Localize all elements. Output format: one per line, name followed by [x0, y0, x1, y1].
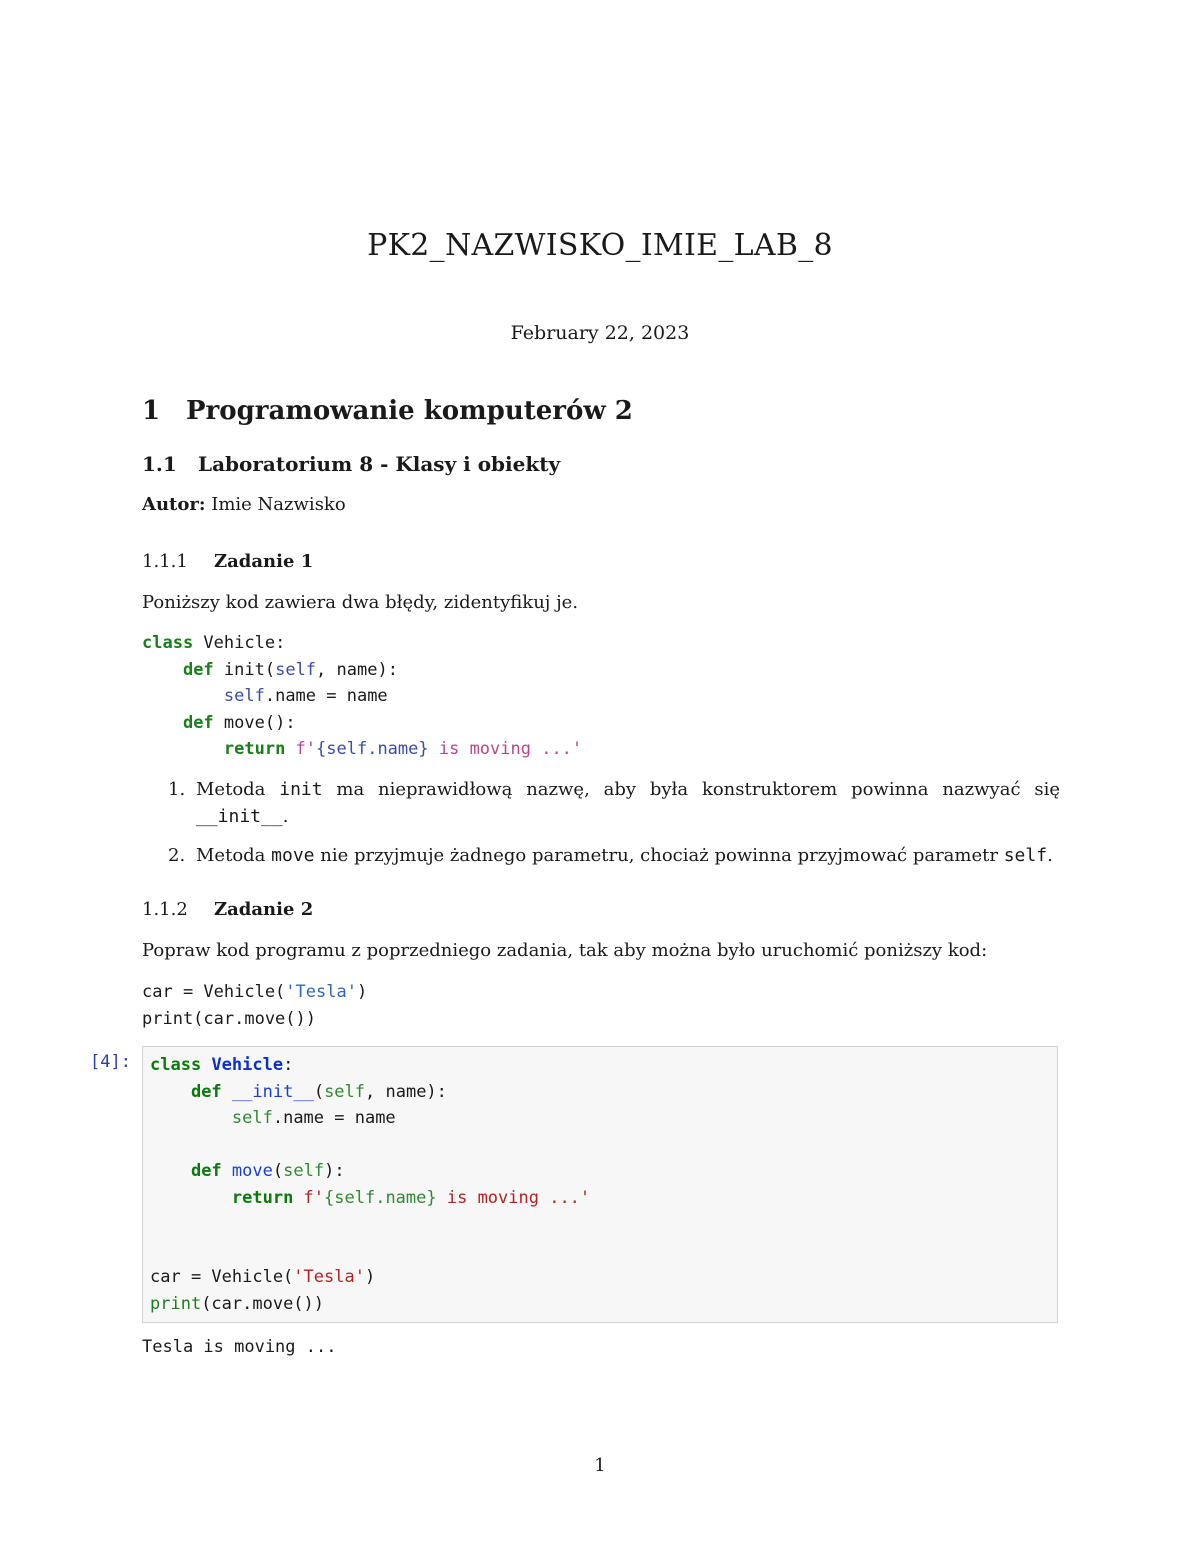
- author-name: Imie Nazwisko: [211, 494, 346, 515]
- subsection-number: 1.1: [142, 452, 177, 476]
- cell-prompt: [4]:: [90, 1052, 131, 1072]
- task1-number: 1.1.1: [142, 551, 188, 572]
- code-cell[interactable]: [142, 1046, 1058, 1323]
- task2-number: 1.1.2: [142, 899, 188, 920]
- section-title: Programowanie komputerów 2: [186, 396, 633, 426]
- cell-output: Tesla is moving ...: [142, 1337, 337, 1357]
- author-label: Autor:: [142, 494, 206, 515]
- document-date: February 22, 2023: [510, 322, 690, 344]
- task1-intro: Poniższy kod zawiera dwa błędy, zidentyfikuj je.: [142, 592, 579, 613]
- section-number: 1: [142, 396, 161, 426]
- author-line: [142, 494, 1060, 515]
- task2-title: Zadanie 2: [214, 899, 314, 920]
- task1-answer-list: [142, 776, 1060, 869]
- task1-title: Zadanie 1: [214, 551, 314, 572]
- task2-intro: Popraw kod programu z poprzedniego zadania, tak aby można było uruchomić poniższy kod:: [142, 940, 988, 961]
- subsection-title: Laboratorium 8 - Klasy i obiekty: [198, 452, 561, 476]
- task1-code-block: class Vehicle: def init(self, name): self.name = name def move(): return f'{self.name} is moving ...': [142, 633, 583, 759]
- list-item: 2. Metoda move nie przyjmuje żadnego parametru, chociaż powinna przyjmować parametr self.: [168, 845, 1053, 866]
- page-number: 1: [594, 1455, 606, 1476]
- list-item: 1. Metoda init ma nieprawidłową nazwę, aby była konstruktorem powinna nazwyać się __init__.: [168, 779, 1060, 827]
- section-heading-1: [142, 396, 633, 426]
- code-cell-source: class Vehicle: def __init__(self, name): self.name = name def move(self): return f'{self.name} is moving ...' car = Vehicle('Tesla') print(car.move()): [150, 1055, 591, 1314]
- task2-code-block: car = Vehicle('Tesla') print(car.move()): [142, 982, 368, 1029]
- document-title: PK2_NAZWISKO_IMIE_LAB_8: [367, 228, 833, 263]
- task1-heading: [142, 551, 313, 572]
- subsection-heading-1-1: [142, 452, 560, 476]
- task2-heading: [142, 899, 313, 920]
